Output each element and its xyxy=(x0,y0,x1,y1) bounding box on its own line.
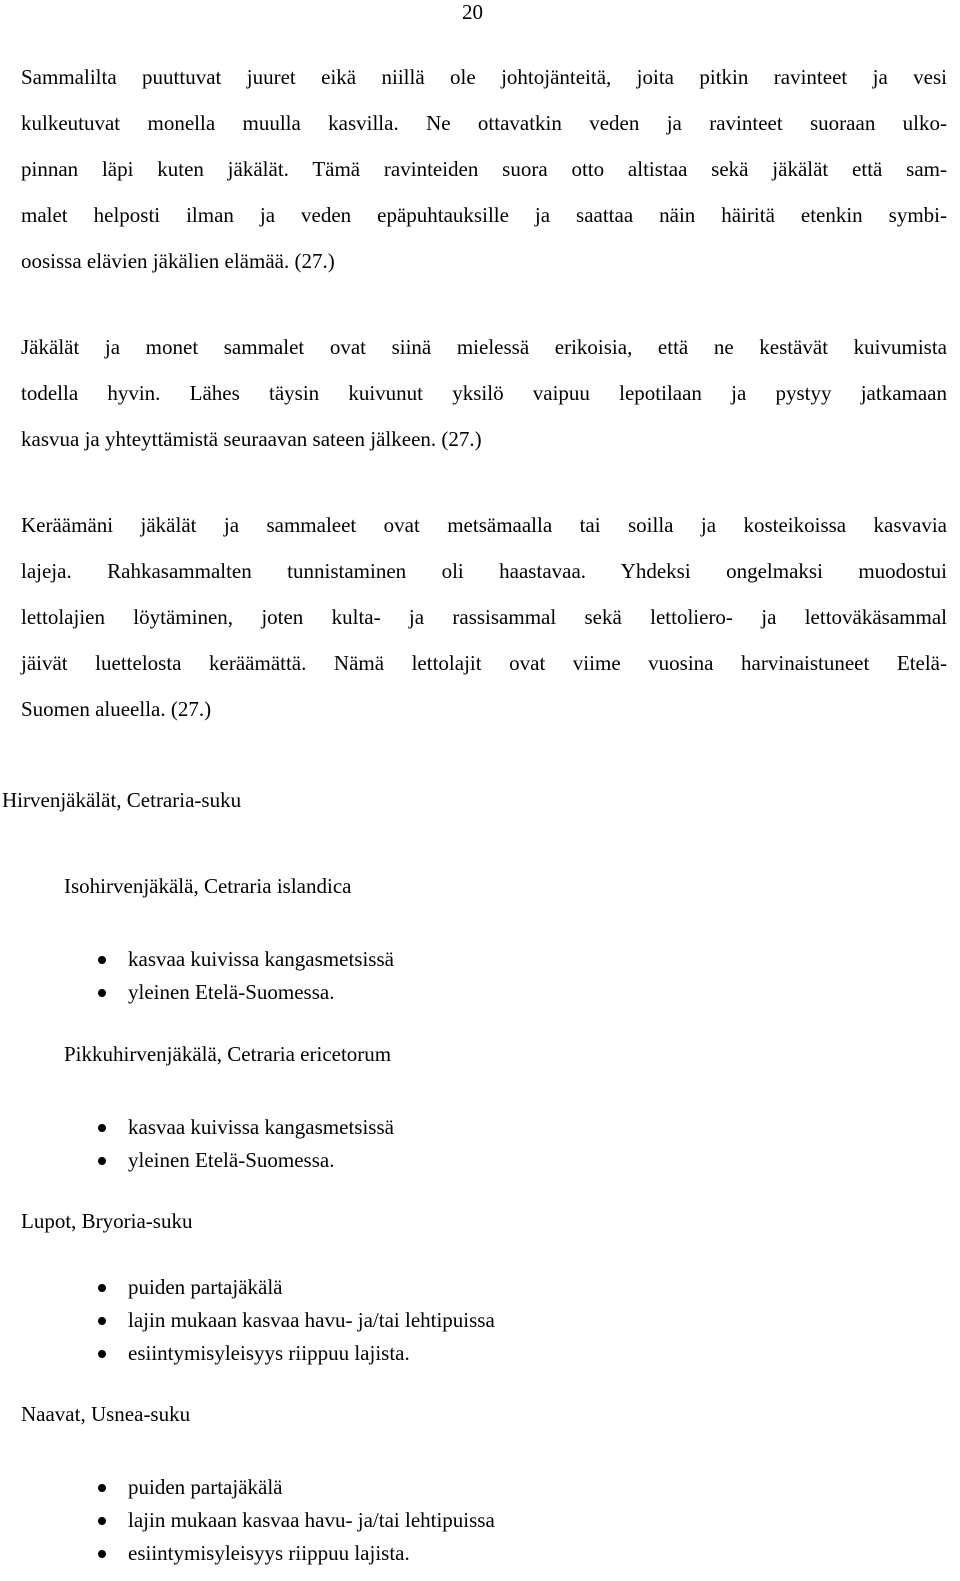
paragraph-line: Suomen alueella. (27.) xyxy=(21,697,212,721)
list-item: puiden partajäkälä xyxy=(98,1271,495,1304)
paragraph-line: kulkeutuvat monella muulla kasvilla. Ne ottavatkin veden ja ravinteet suoraan ulko- xyxy=(21,111,947,135)
list-item: lajin mukaan kasvaa havu- ja/tai lehtipuissa xyxy=(98,1504,495,1537)
paragraph-line: Sammalilta puuttuvat juuret eikä niillä ole johtojänteitä, joita pitkin ravinteet ja vesi xyxy=(21,65,947,89)
list-item: yleinen Etelä-Suomessa. xyxy=(98,1144,394,1177)
species-heading-pikkuhirvenjakala: Pikkuhirvenjäkälä, Cetraria ericetorum xyxy=(64,1042,392,1066)
paragraph-line: kasvua ja yhteyttämistä seuraavan sateen jälkeen. (27.) xyxy=(21,427,482,451)
section-heading-lupot: Lupot, Bryoria-suku xyxy=(21,1209,193,1233)
list-item: lajin mukaan kasvaa havu- ja/tai lehtipuissa xyxy=(98,1304,495,1337)
paragraph-line: lajeja. Rahkasammalten tunnistaminen oli haastavaa. Yhdeksi ongelmaksi muodostui xyxy=(21,559,947,583)
list-item: esiintymisyleisyys riippuu lajista. xyxy=(98,1537,495,1570)
paragraph-collection xyxy=(21,502,947,732)
paragraph-drought xyxy=(21,324,947,462)
list-item: kasvaa kuivissa kangasmetsissä xyxy=(98,1111,394,1144)
paragraph-line: Keräämäni jäkälät ja sammaleet ovat metsämaalla tai soilla ja kosteikoissa kasvavia xyxy=(21,513,947,537)
paragraph-roots xyxy=(21,54,947,284)
paragraph-line: pinnan läpi kuten jäkälät. Tämä ravinteiden suora otto altistaa sekä jäkälät että sam- xyxy=(21,157,947,181)
species-heading-isohirvenjakala: Isohirvenjäkälä, Cetraria islandica xyxy=(64,874,352,898)
bullet-list-pikkuhirvenjakala xyxy=(98,1111,394,1177)
bullet-list-naavat xyxy=(98,1471,495,1570)
list-item: yleinen Etelä-Suomessa. xyxy=(98,976,394,1009)
paragraph-line: lettolajien löytäminen, joten kulta- ja rassisammal sekä lettoliero- ja lettoväkäsammal xyxy=(21,605,947,629)
section-heading-naavat: Naavat, Usnea-suku xyxy=(21,1402,191,1426)
paragraph-line: oosissa elävien jäkälien elämää. (27.) xyxy=(21,249,335,273)
paragraph-line: jäivät luettelosta keräämättä. Nämä lettolajit ovat viime vuosina harvinaistuneet Etelä- xyxy=(21,651,947,675)
list-item: puiden partajäkälä xyxy=(98,1471,495,1504)
paragraph-line: Jäkälät ja monet sammalet ovat siinä mielessä erikoisia, että ne kestävät kuivumista xyxy=(21,335,947,359)
page-number: 20 xyxy=(462,0,483,24)
list-item: esiintymisyleisyys riippuu lajista. xyxy=(98,1337,495,1370)
bullet-list-lupot xyxy=(98,1271,495,1370)
section-heading-hirvenjakalat: Hirvenjäkälät, Cetraria-suku xyxy=(2,788,242,812)
bullet-list-isohirvenjakala xyxy=(98,943,394,1009)
paragraph-line: malet helposti ilman ja veden epäpuhtauksille ja saattaa näin häiritä etenkin symbi- xyxy=(21,203,947,227)
paragraph-line: todella hyvin. Lähes täysin kuivunut yksilö vaipuu lepotilaan ja pystyy jatkamaan xyxy=(21,381,947,405)
list-item: kasvaa kuivissa kangasmetsissä xyxy=(98,943,394,976)
